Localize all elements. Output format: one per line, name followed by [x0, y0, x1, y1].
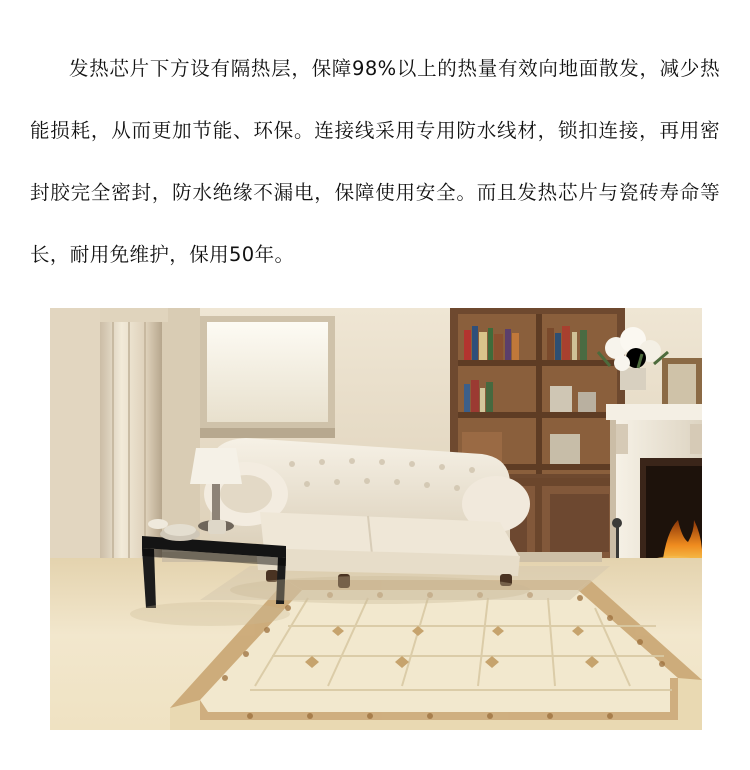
living-room-illustration	[50, 308, 702, 730]
document-page	[0, 20, 750, 770]
product-scene-image	[50, 308, 702, 730]
article-paragraph: 发热芯片下方设有隔热层，保障98%以上的热量有效向地面散发，减少热能损耗，从而更加节能、环保。连接线采用专用防水线材，锁扣连接，再用密封胶完全密封，防水绝缘不漏电，保障使用安全。而且发热芯片与瓷砖寿命等长，耐用免维护，保用50年。	[30, 56, 720, 266]
